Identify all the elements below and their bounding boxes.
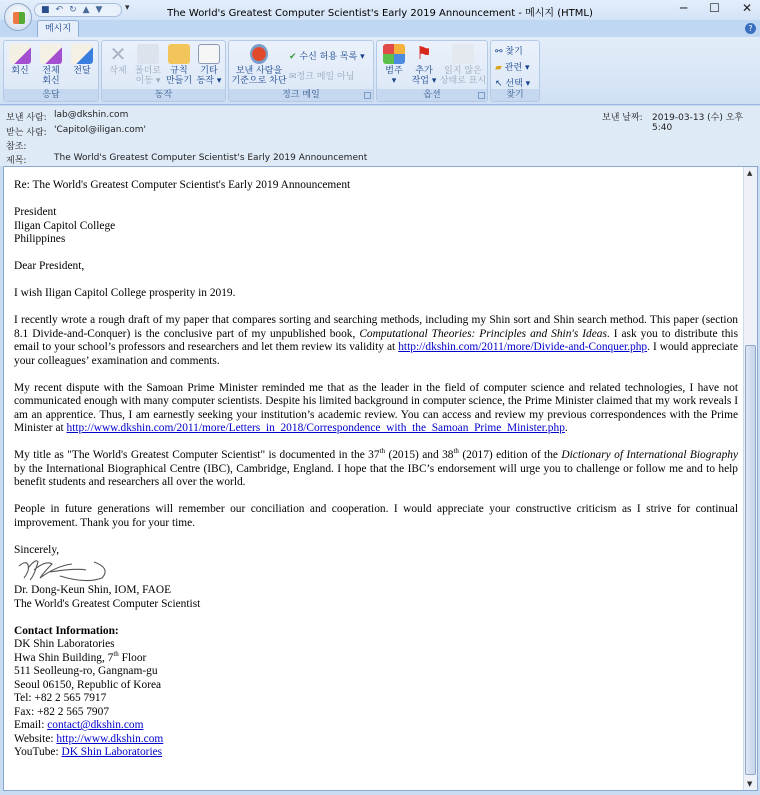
paragraph-4: My title as "The World's Greatest Computer Scientist" is documented in the 37th (2015) and 38th (2017) edition of the Dictionary of International Biography by the International Biographical Centre (IBC), Cambridge, England. I hope that the IBC’s endorsement will urge you to challenge or follow me and to help benefit students and researchers all over the world.: [14, 447, 739, 488]
paragraph-2: I recently wrote a rough draft of my paper that compares sorting and searching methods, including my Shin sort and Shin search method. This paper (section 8.1 Divide-and-Conquer) is the conclusive part of my unpublished book, Computational Theories: Principles and Shin's Ideas. I ask you to distribute this email to your school’s professors and researchers and let them review its validity at http://dkshin.com/2011/more/Divide-and-Conquer.php. I would appreciate your colleagues’ examination and comments.: [14, 314, 739, 367]
dialog-launcher[interactable]: [478, 92, 485, 99]
paragraph-3: My recent dispute with the Samoan Prime Minister reminded me that as the leader in the field of computer science and related technologies, I have not communicated enough with many computer scientists. Despite his limited background in computer science, the Prime Minister claimed that my work reveals I am an apprentice. Thus, I am earnestly seeking your institution’s academic review. You can access and review my previous correspondences with the Prime Minister at http://www.dkshin.com/2011/more/Letters_in_2018/Correspondence_with_the_Samoan_Prime_Minister.php.: [14, 381, 738, 434]
greeting: Dear President,: [14, 260, 85, 272]
group-label: 응답: [4, 89, 98, 101]
signature-name: Dr. Dong-Keun Shin, IOM, FAOE: [14, 584, 172, 596]
cc-label: 참조:: [6, 142, 27, 152]
message-body: [3, 166, 758, 791]
cursor-icon: ↖: [495, 79, 503, 89]
vertical-scrollbar[interactable]: [743, 167, 757, 790]
contact-street: 511 Seolleung-ro, Gangnam-gu: [14, 665, 158, 677]
to-value[interactable]: 'Capitol@iligan.com': [54, 125, 147, 135]
block-sender-button[interactable]: 보낸 사람을 기준으로 차단: [231, 44, 287, 86]
from-label: 보낸 사람:: [6, 113, 47, 123]
folder-icon: [168, 44, 190, 64]
customize-qat-button[interactable]: ▾: [125, 3, 130, 13]
delete-icon: ✕: [109, 42, 127, 66]
create-rule-button[interactable]: 규칙 만들기: [164, 44, 194, 86]
next-item-icon[interactable]: ▼: [95, 5, 103, 15]
contact-youtube: YouTube: DK Shin Laboratories: [14, 746, 163, 758]
office-button[interactable]: [4, 3, 32, 31]
closing: Sincerely,: [14, 543, 60, 556]
forward-button[interactable]: 전달: [70, 44, 94, 76]
window-title: The World's Greatest Computer Scientist's Early 2019 Announcement - 메시지 (HTML): [167, 8, 593, 19]
divide-conquer-link[interactable]: http://dkshin.com/2011/more/Divide-and-Conquer.php: [398, 341, 648, 353]
flag-icon: ⚑: [415, 43, 433, 64]
message-header: [0, 106, 760, 166]
contact-building: Hwa Shin Building, 7th Floor: [14, 649, 147, 664]
reply-icon: [9, 44, 31, 64]
related-button[interactable]: ▰ 관련 ▾: [495, 63, 530, 73]
signature-title: The World's Greatest Computer Scientist: [14, 597, 201, 610]
help-icon[interactable]: ?: [745, 23, 756, 34]
email-link[interactable]: contact@dkshin.com: [47, 719, 144, 731]
move-to-folder-button[interactable]: 폴더로 이동 ▾: [132, 44, 164, 86]
signature-image: [16, 556, 111, 584]
contact-website: Website: http://www.dkshin.com: [14, 732, 164, 745]
save-icon[interactable]: ■: [41, 5, 50, 15]
contact-lab: DK Shin Laboratories: [14, 638, 115, 650]
contact-tel: Tel: +82 2 565 7917: [14, 692, 107, 704]
maximize-button[interactable]: ☐: [709, 1, 720, 15]
contact-email: Email: contact@dkshin.com: [14, 719, 144, 731]
reply-button[interactable]: 회신: [8, 44, 32, 76]
group-options: [376, 40, 488, 102]
safe-list-button[interactable]: ✔ 수신 허용 목록 ▾: [289, 52, 365, 62]
group-find: [490, 40, 540, 102]
reply-all-button[interactable]: 전체 회신: [38, 44, 64, 86]
follow-up-button[interactable]: ⚑ 추가 작업 ▾: [411, 43, 437, 86]
safe-list-icon: ✔: [289, 52, 297, 62]
contact-city: Seoul 06150, Republic of Korea: [14, 678, 162, 691]
related-icon: ▰: [495, 63, 502, 73]
youtube-link[interactable]: DK Shin Laboratories: [61, 746, 163, 758]
sent-label: 보낸 날짜:: [602, 113, 643, 123]
office-logo-icon: [13, 12, 25, 24]
reply-all-icon: [40, 44, 62, 64]
to-label: 받는 사람:: [6, 128, 47, 138]
scroll-down-arrow-icon[interactable]: ▼: [747, 780, 753, 788]
quick-access-toolbar: [34, 3, 122, 17]
envelope-icon: [452, 44, 474, 64]
group-actions: [101, 40, 226, 102]
previous-item-icon[interactable]: ▲: [82, 5, 90, 15]
other-actions-button[interactable]: 기타 동작 ▾: [195, 44, 223, 86]
subject-label: 제목:: [6, 156, 27, 166]
mark-unread-button[interactable]: 읽지 않은 상태로 표시: [439, 44, 487, 86]
group-label: 찾기: [491, 89, 539, 101]
ribbon: [0, 37, 760, 105]
subject-value: The World's Greatest Computer Scientist's Early 2019 Announcement: [54, 153, 368, 163]
delete-button[interactable]: ✕ 삭제: [106, 44, 130, 76]
group-respond: [3, 40, 99, 102]
document-icon: [198, 44, 220, 64]
mail-icon: ✉: [289, 72, 297, 82]
move-icon: [137, 44, 159, 64]
sent-value: 2019-03-13 (수) 오후 5:40: [652, 113, 744, 133]
recipient-address: President Iligan Capitol College Philippines: [14, 206, 116, 245]
categorize-button[interactable]: 범주 ▾: [381, 44, 407, 86]
group-junk: [228, 40, 374, 102]
group-label: 동작: [102, 89, 225, 101]
close-button[interactable]: ✕: [741, 1, 752, 15]
from-value[interactable]: lab@dkshin.com: [54, 110, 129, 120]
not-junk-button[interactable]: ✉정크 메일 아님: [289, 72, 355, 82]
binoculars-icon: ⚯: [495, 47, 503, 57]
minimize-button[interactable]: ─: [679, 1, 688, 15]
scroll-up-arrow-icon[interactable]: ▲: [747, 169, 753, 177]
re-line: Re: The World's Greatest Computer Scientist's Early 2019 Announcement: [14, 179, 351, 191]
categorize-icon: [383, 44, 405, 64]
block-sender-icon: [250, 44, 268, 64]
group-label: 옵션: [377, 89, 487, 101]
paragraph-1: I wish Iligan Capitol College prosperity in 2019.: [14, 287, 236, 299]
tab-message[interactable]: 메시지: [37, 20, 79, 37]
paragraph-5: People in future generations will remember our conciliation and cooperation. I would appreciate your constructive criticism as I strive for continual improvement. Thank you for your time.: [14, 503, 738, 529]
redo-icon[interactable]: ↻: [69, 5, 77, 15]
dialog-launcher[interactable]: [364, 92, 371, 99]
scrollbar-thumb[interactable]: [745, 345, 756, 775]
forward-icon: [71, 44, 93, 64]
correspondence-link[interactable]: http://www.dkshin.com/2011/more/Letters_in_2018/Correspondence_with_the_Samoan_Prime_Minister.php: [66, 422, 565, 434]
find-button[interactable]: ⚯ 찾기: [495, 47, 523, 57]
website-link[interactable]: http://www.dkshin.com: [56, 732, 164, 745]
undo-icon[interactable]: ↶: [55, 5, 64, 15]
book-title: Computational Theories: Principles and Shin's Ideas: [359, 327, 607, 340]
contact-heading: Contact Information:: [14, 624, 119, 637]
select-button[interactable]: ↖ 선택 ▾: [495, 79, 531, 89]
contact-fax: Fax: +82 2 565 7907: [14, 705, 110, 718]
group-label: 정크 메일: [229, 89, 373, 101]
